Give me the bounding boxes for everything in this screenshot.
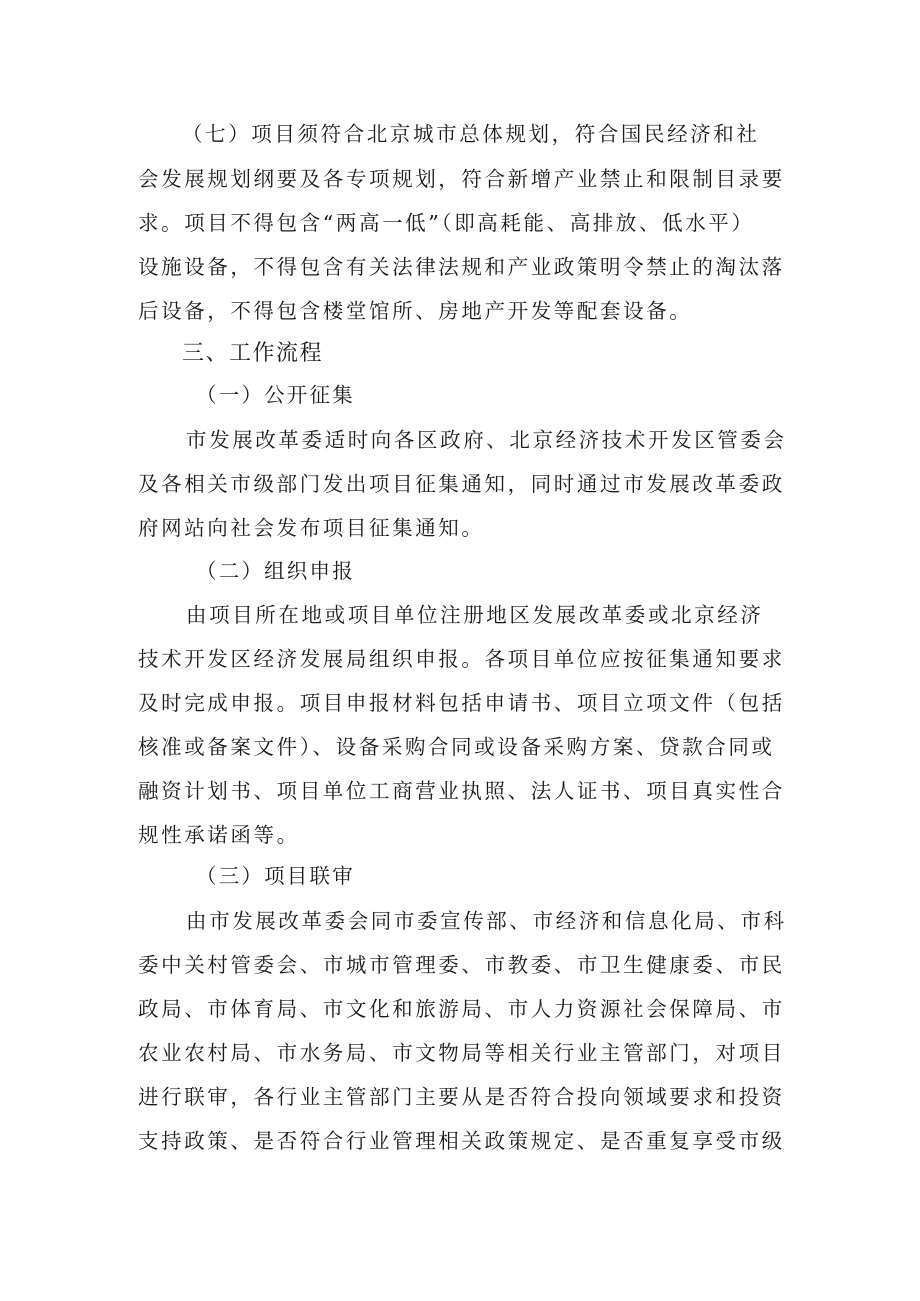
paragraph-line: 支持政策、是否符合行业管理相关政策规定、是否重复享受市级 — [138, 1129, 785, 1153]
paragraph-line: 农业农村局、市水务局、市文物局等相关行业主管部门，对项目 — [138, 1041, 785, 1065]
paragraph-line: 及各相关市级部门发出项目征集通知，同时通过市发展改革委政 — [138, 472, 785, 496]
paragraph-line: （七）项目须符合北京城市总体规划，符合国民经济和社 — [182, 122, 760, 146]
paragraph-line: 政局、市体育局、市文化和旅游局、市人力资源社会保障局、市 — [138, 997, 785, 1021]
paragraph-line: 由市发展改革委会同市委宣传部、市经济和信息化局、市科 — [186, 909, 787, 933]
paragraph-line: 设施设备，不得包含有关法律法规和产业政策明令禁止的淘汰落 — [138, 255, 785, 279]
paragraph-line: 委中关村管委会、市城市管理委、市教委、市卫生健康委、市民 — [138, 953, 785, 977]
paragraph-line: 会发展规划纲要及各专项规划，符合新增产业禁止和限制目录要 — [138, 167, 785, 191]
section-heading: 三、工作流程 — [182, 341, 324, 366]
paragraph-line: 规性承诺函等。 — [138, 823, 300, 847]
paragraph-line: 府网站向社会发布项目征集通知。 — [138, 516, 485, 540]
subsection-title: （三）项目联审 — [196, 864, 355, 888]
paragraph-line: 核准或备案文件）、设备采购合同或设备采购方案、贷款合同或 — [138, 735, 775, 759]
paragraph-line: 市发展改革委适时向各区政府、北京经济技术开发区管委会 — [186, 428, 787, 452]
paragraph-line: 进行联审，各行业主管部门主要从是否符合投向领域要求和投资 — [138, 1085, 785, 1109]
paragraph-line: 由项目所在地或项目单位注册地区发展改革委或北京经济 — [186, 603, 764, 627]
paragraph-line: 技术开发区经济发展局组织申报。各项目单位应按征集通知要求 — [138, 647, 785, 671]
paragraph-line: 融资计划书、项目单位工商营业执照、法人证书、项目真实性合 — [138, 779, 785, 803]
paragraph-line: 及时完成申报。项目申报材料包括申请书、项目立项文件（包括 — [138, 691, 785, 715]
subsection-title: （二）组织申报 — [196, 559, 355, 583]
paragraph-line: 求。项目不得包含“两高一低”（即高耗能、高排放、低水平） — [138, 211, 755, 235]
subsection-title: （一）公开征集 — [196, 383, 355, 407]
paragraph-line: 后设备，不得包含楼堂馆所、房地产开发等配套设备。 — [138, 299, 693, 323]
